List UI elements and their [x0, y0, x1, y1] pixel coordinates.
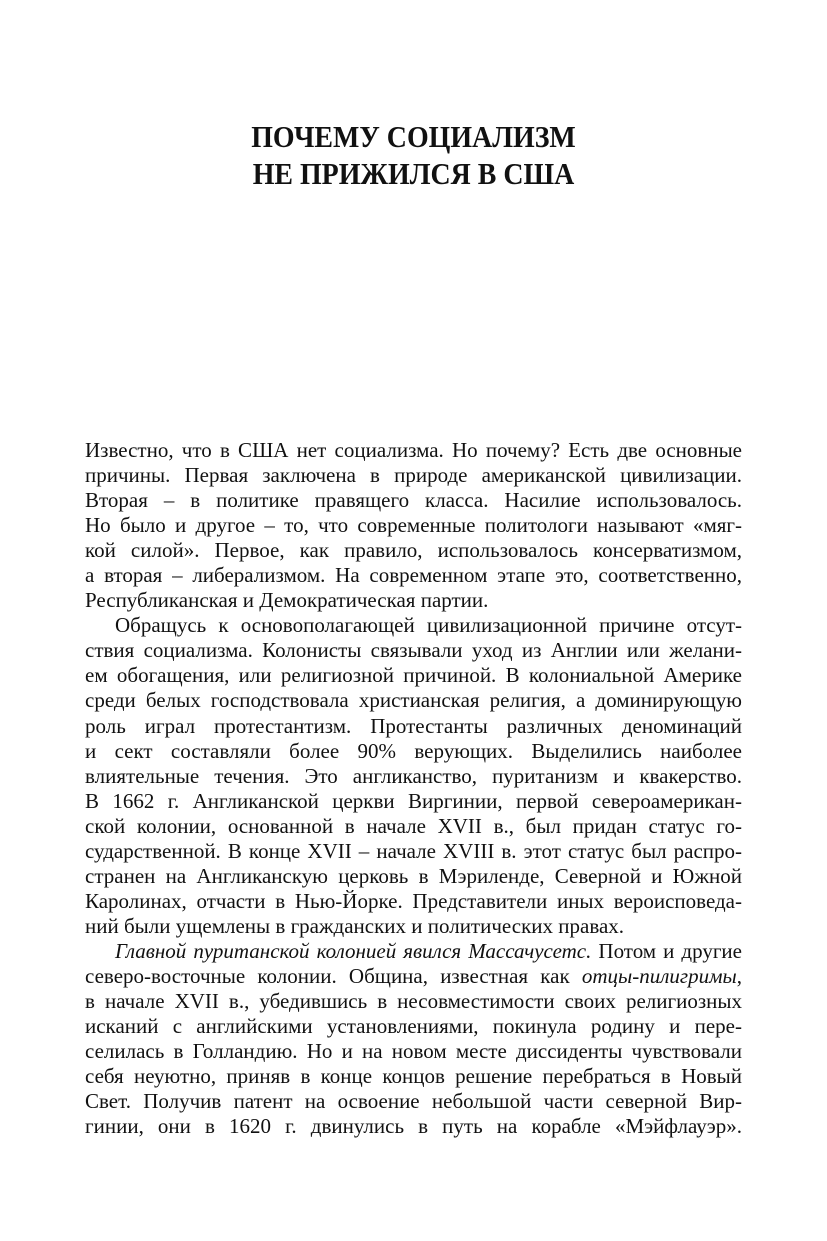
text-line: В 1662 г. Англиканской церкви Виргинии, первой североамерикан- — [85, 788, 742, 813]
text-line: Каролинах, отчасти в Нью-Йорке. Представители иных вероисповеда- — [85, 888, 742, 913]
text-line: исканий с английскими установлениями, покинула родину и пере- — [85, 1014, 742, 1039]
chapter-title — [41, 118, 785, 192]
italic-phrase: Главной пуританской колонией явился Массачусетс. — [115, 938, 592, 963]
text-line: Известно, что в США нет социализма. Но почему? Есть две основные — [85, 438, 742, 462]
text-line: Республиканская и Демократическая партии. — [85, 588, 489, 613]
text-line: себя неуютно, приняв в конце концов решение перебраться в Новый — [85, 1064, 742, 1089]
text-fragment: Потом и другие — [591, 938, 742, 963]
text-line: кой силой». Первое, как правило, использовалось консерватизмом, — [85, 538, 742, 563]
text-line: ем обогащения, или религиозной причиной. В колониальной Америке — [85, 663, 742, 688]
text-fragment: , — [736, 963, 742, 988]
text-line — [85, 964, 742, 989]
chapter-title-line-2: НЕ ПРИЖИЛСЯ В США — [252, 156, 575, 191]
text-line: селилась в Голландию. Но и на новом месте диссиденты чувствовали — [85, 1039, 742, 1064]
text-line: ний были ущемлены в гражданских и политических правах. — [85, 913, 625, 938]
text-line: странен на Англиканскую церковь в Мэриленде, Северной и Южной — [85, 863, 742, 888]
text-line: в начале XVII в., убедившись в несовместимости своих религиозных — [85, 989, 742, 1014]
chapter-title-line-1: ПОЧЕМУ СОЦИАЛИЗМ — [251, 119, 576, 154]
text-line: сударственной. В конце XVII – начале XVIII в. этот статус был распро- — [85, 838, 742, 863]
text-line — [85, 939, 742, 964]
text-line: Вторая – в политике правящего класса. Насилие использовалось. — [85, 488, 742, 513]
text-line: причины. Первая заключена в природе американской цивилизации. — [85, 463, 742, 488]
paragraph-3 — [85, 939, 742, 1139]
text-line: влиятельные течения. Это англиканство, пуританизм и квакерство. — [85, 763, 742, 788]
text-line: гинии, они в 1620 г. двинулись в путь на корабле «Мэйфлауэр». — [85, 1114, 742, 1139]
text-line: ской колонии, основанной в начале XVII в., был придан статус го- — [85, 813, 742, 838]
text-line: Обращусь к основополагающей цивилизационной причине отсут- — [115, 613, 742, 638]
body-text — [85, 438, 742, 1139]
text-line: среди белых господствовала христианская религия, а доминирующую — [85, 688, 742, 713]
text-line: роль играл протестантизм. Протестанты различных деноминаций — [85, 713, 742, 738]
text-line: ствия социализма. Колонисты связывали уход из Англии или желани- — [85, 638, 742, 663]
text-line: а вторая – либерализмом. На современном этапе это, соответственно, — [85, 563, 742, 588]
text-fragment: северо-восточные колонии. Община, известная как — [85, 963, 582, 988]
text-line: и сект составляли более 90% верующих. Выделились наиболее — [85, 738, 742, 763]
italic-phrase: отцы-пилигримы — [581, 963, 737, 988]
text-line: Свет. Получив патент на освоение небольшой части северной Вир- — [85, 1089, 742, 1114]
text-line: Но было и другое – то, что современные политологи называют «мяг- — [85, 513, 742, 538]
paragraph-1 — [85, 438, 742, 613]
paragraph-2 — [85, 613, 742, 939]
